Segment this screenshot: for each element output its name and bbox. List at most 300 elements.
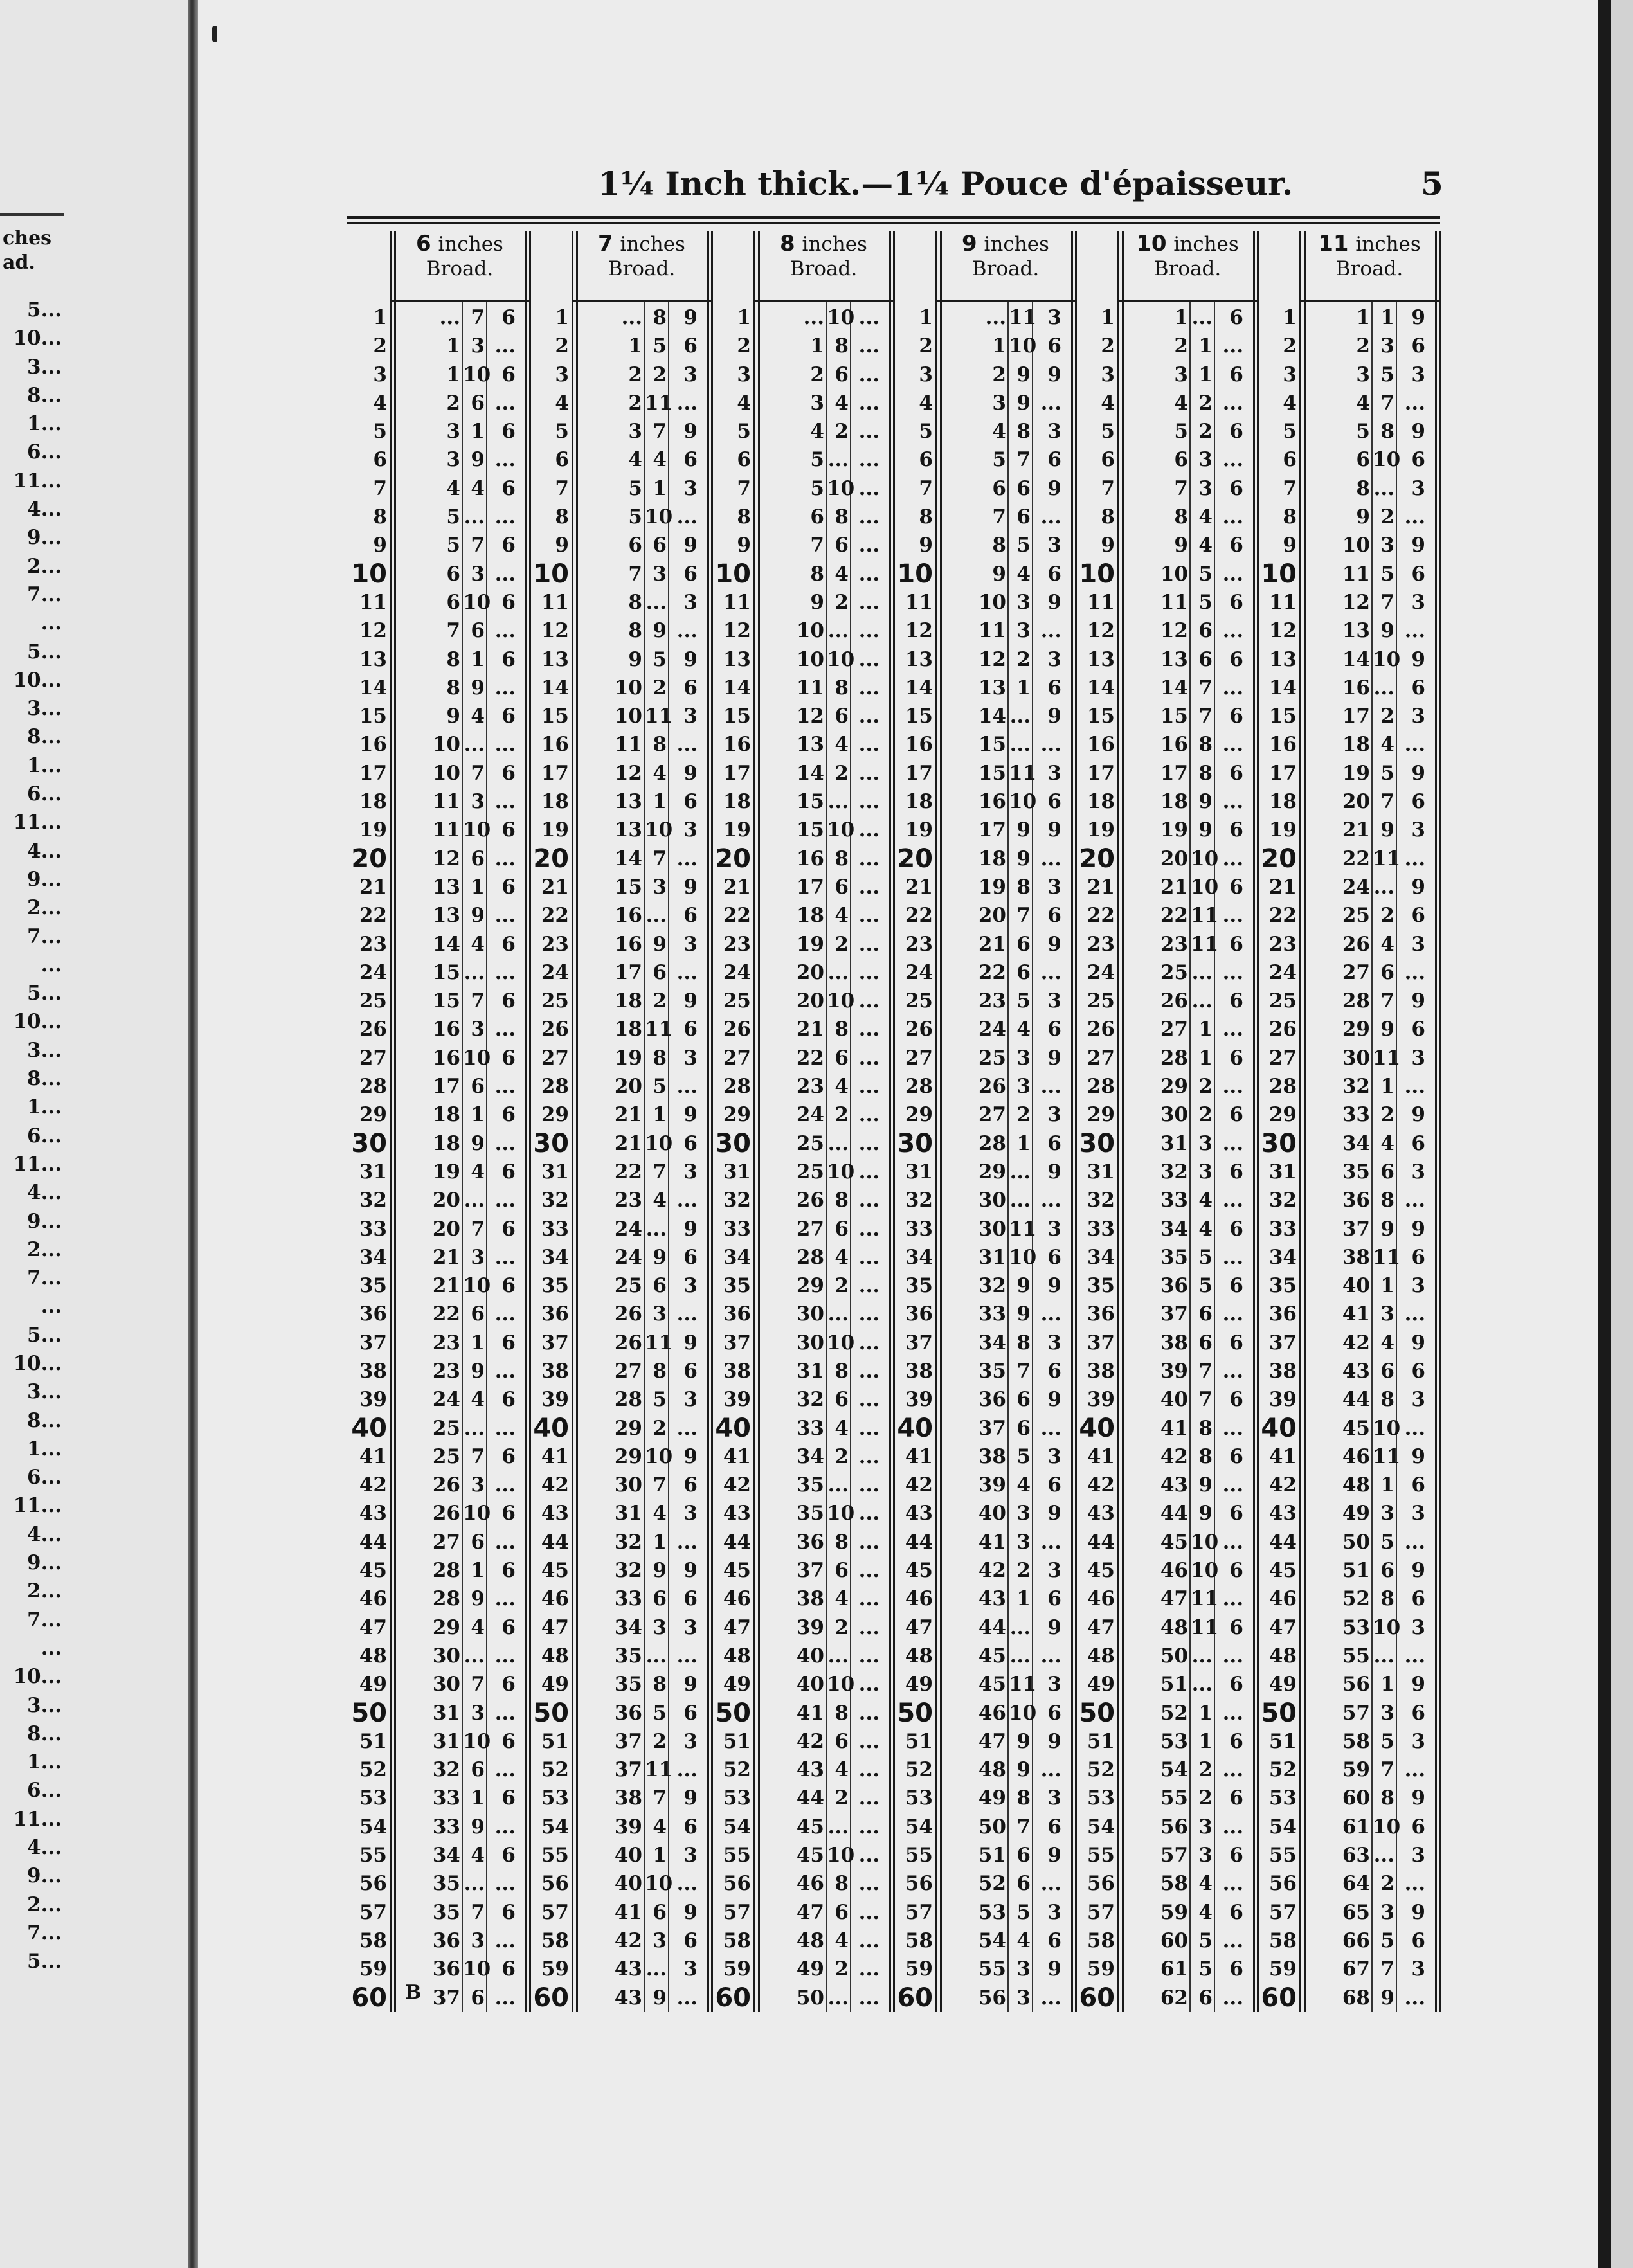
inch-value: 6 [835, 1388, 849, 1412]
feet-value: 5 [1356, 420, 1370, 444]
feet-label: 20 [897, 843, 933, 874]
feet-label: 2 [555, 334, 569, 358]
inch-value: 10 [1191, 1530, 1219, 1554]
part-value: 9 [683, 1444, 698, 1468]
feet-value: 25 [432, 1416, 460, 1440]
feet-value: 26 [432, 1473, 460, 1497]
feet-value: 15 [978, 761, 1006, 785]
part-value: 6 [1229, 1331, 1243, 1354]
part-value: ... [1404, 1530, 1425, 1554]
inch-value: 8 [835, 1018, 849, 1041]
part-value: 3 [1047, 647, 1061, 671]
feet-label: 57 [723, 1900, 751, 1924]
feet-value: 37 [796, 1559, 824, 1583]
previous-page-value: ... [41, 1636, 62, 1660]
table-row [347, 1385, 1440, 1414]
feet-value: 57 [1342, 1701, 1370, 1725]
table-row [347, 1670, 1440, 1698]
feet-value: 1 [1356, 306, 1370, 329]
feet-label: 13 [905, 647, 933, 671]
feet-value: 18 [432, 1131, 460, 1155]
inch-value: 1 [1198, 334, 1213, 358]
inch-value: 2 [1380, 1103, 1394, 1127]
feet-value: 25 [614, 1274, 642, 1298]
feet-label: 19 [1268, 818, 1297, 842]
previous-page-value: 2... [27, 1580, 62, 1603]
inch-value: 3 [653, 1929, 667, 1952]
inch-value: 1 [653, 476, 667, 500]
inch-value: 3 [1380, 534, 1394, 557]
feet-value: 32 [614, 1530, 642, 1554]
part-value: 6 [1047, 334, 1061, 358]
feet-value: 55 [978, 1958, 1006, 1981]
part-value: ... [676, 505, 698, 529]
feet-label: 57 [359, 1900, 387, 1924]
feet-label: 9 [737, 534, 751, 557]
feet-label: 37 [359, 1331, 387, 1354]
feet-value: 11 [614, 733, 642, 757]
table-row [347, 1471, 1440, 1499]
table-row [347, 1556, 1440, 1585]
feet-label: 25 [1087, 989, 1115, 1013]
feet-label: 33 [723, 1217, 751, 1241]
part-value: ... [858, 1359, 880, 1383]
part-value: 6 [1047, 904, 1061, 928]
feet-label: 38 [1268, 1359, 1297, 1383]
feet-value: 31 [614, 1502, 642, 1526]
feet-value: 41 [614, 1900, 642, 1924]
header-rule-thin [347, 222, 1440, 224]
feet-value: 27 [432, 1530, 460, 1554]
part-value: ... [1040, 733, 1061, 757]
feet-label: 25 [905, 989, 933, 1013]
feet-label: 18 [541, 790, 569, 814]
feet-value: 3 [1174, 363, 1188, 386]
feet-value: 36 [1342, 1189, 1370, 1212]
feet-value: 13 [432, 875, 460, 899]
part-value: 3 [1047, 875, 1061, 899]
inch-value: 7 [1198, 1388, 1213, 1412]
inch-value: 7 [653, 420, 667, 444]
feet-value: 10 [796, 619, 824, 643]
part-value: ... [494, 1530, 516, 1554]
feet-label: 14 [1087, 676, 1115, 699]
previous-page-value: 1... [27, 1437, 62, 1461]
feet-label: 47 [1268, 1616, 1297, 1639]
feet-label: 8 [737, 505, 751, 529]
inch-value: 3 [471, 1701, 485, 1725]
feet-value: 30 [978, 1217, 1006, 1241]
previous-page-value: 3... [27, 1038, 62, 1062]
feet-value: 55 [1342, 1644, 1370, 1668]
feet-label: 56 [1087, 1872, 1115, 1896]
inch-value: ... [1373, 476, 1394, 500]
part-value: ... [858, 932, 880, 956]
feet-value: 31 [978, 1245, 1006, 1269]
feet-value: 40 [796, 1644, 824, 1668]
feet-label: 57 [1268, 1900, 1297, 1924]
column-header-rule [1117, 300, 1257, 302]
part-value: ... [494, 1359, 516, 1383]
part-value: ... [494, 1758, 516, 1782]
part-value: ... [494, 334, 516, 358]
part-value: 3 [683, 1958, 698, 1981]
feet-value: 3 [446, 420, 460, 444]
feet-value: 12 [1342, 590, 1370, 614]
feet-label: 34 [1268, 1245, 1297, 1269]
inch-value: 11 [1191, 1616, 1219, 1639]
feet-label: 49 [1087, 1673, 1115, 1697]
inch-value: 6 [835, 1046, 849, 1070]
feet-value: 23 [978, 989, 1006, 1013]
feet-label: 39 [1268, 1388, 1297, 1412]
inch-value: 4 [471, 1844, 485, 1868]
table-row [347, 987, 1440, 1015]
inch-value: 9 [1380, 1217, 1394, 1241]
part-value: 3 [1411, 1274, 1425, 1298]
previous-page-value: 4... [27, 498, 62, 521]
part-value: ... [1222, 562, 1243, 586]
feet-label: 50 [715, 1698, 751, 1728]
feet-value: 9 [992, 562, 1006, 586]
inch-value: ... [464, 960, 485, 984]
feet-label: 60 [533, 1983, 569, 2013]
lumber-table [347, 231, 1440, 2012]
table-row [347, 332, 1440, 360]
feet-label: 33 [1268, 1217, 1297, 1241]
feet-value: 14 [614, 847, 642, 870]
part-value: 3 [1047, 1331, 1061, 1354]
part-value: ... [494, 1416, 516, 1440]
feet-label: 12 [1087, 619, 1115, 643]
feet-value: 19 [796, 932, 824, 956]
inch-value: 9 [1016, 1302, 1031, 1326]
inch-value: 11 [1009, 1673, 1037, 1697]
table-row [347, 1727, 1440, 1756]
feet-value: 50 [978, 1815, 1006, 1839]
part-value: ... [494, 904, 516, 928]
feet-value: 28 [1342, 989, 1370, 1013]
inch-value: 10 [645, 1131, 673, 1155]
feet-value: 20 [796, 960, 824, 984]
part-value: ... [676, 1416, 698, 1440]
inch-value: 3 [653, 875, 667, 899]
feet-value: 38 [1342, 1245, 1370, 1269]
feet-label: 13 [1268, 647, 1297, 671]
part-value: 6 [1229, 647, 1243, 671]
inch-value: 6 [1016, 476, 1031, 500]
previous-page-value: 7... [27, 1921, 62, 1945]
feet-label: 54 [1268, 1815, 1297, 1839]
part-value: 6 [501, 1331, 516, 1354]
inch-value: 9 [471, 1587, 485, 1611]
feet-value: 40 [614, 1872, 642, 1896]
feet-label: 38 [723, 1359, 751, 1383]
inch-value: 9 [1380, 619, 1394, 643]
part-value: 9 [683, 761, 698, 785]
inch-value: 6 [1198, 647, 1213, 671]
inch-value: 5 [1198, 1245, 1213, 1269]
previous-page-value: 5... [27, 1323, 62, 1347]
feet-value: 17 [978, 818, 1006, 842]
part-value: ... [858, 1844, 880, 1868]
feet-label: 49 [723, 1673, 751, 1697]
part-value: ... [858, 619, 880, 643]
feet-label: 23 [541, 932, 569, 956]
table-row [347, 1443, 1440, 1471]
feet-value: 29 [978, 1160, 1006, 1184]
part-value: 6 [1047, 1815, 1061, 1839]
inch-value: 3 [1016, 1986, 1031, 2010]
inch-value: 4 [835, 1075, 849, 1099]
feet-value: 2 [992, 363, 1006, 386]
inch-value: ... [645, 1217, 667, 1241]
feet-label: 12 [905, 619, 933, 643]
feet-label: 40 [533, 1413, 569, 1443]
feet-value: 12 [1160, 619, 1188, 643]
feet-label: 13 [359, 647, 387, 671]
inch-value: 2 [835, 1103, 849, 1127]
inch-value: 6 [835, 705, 849, 728]
feet-label: 21 [1087, 875, 1115, 899]
feet-value: 53 [978, 1900, 1006, 1924]
inch-value: 10 [463, 1958, 491, 1981]
feet-value: 45 [796, 1844, 824, 1868]
inch-value: 3 [653, 562, 667, 586]
part-value: 3 [1047, 1103, 1061, 1127]
inch-value: 3 [471, 790, 485, 814]
inch-value: 7 [471, 1900, 485, 1924]
part-value: ... [676, 960, 698, 984]
inch-value: 3 [1016, 619, 1031, 643]
feet-label: 48 [1268, 1644, 1297, 1668]
part-value: ... [494, 448, 516, 472]
feet-label: 7 [1101, 476, 1115, 500]
inch-value: 9 [1016, 1729, 1031, 1753]
part-value: 3 [1411, 590, 1425, 614]
inch-value: 2 [1380, 904, 1394, 928]
feet-label: 20 [1079, 843, 1115, 874]
feet-value: 23 [614, 1189, 642, 1212]
part-value: 9 [683, 1103, 698, 1127]
inch-value: 4 [1380, 1131, 1394, 1155]
inch-value: 10 [827, 306, 855, 329]
part-value: 6 [1229, 705, 1243, 728]
part-value: 9 [1411, 875, 1425, 899]
feet-label: 47 [905, 1616, 933, 1639]
inch-value: 8 [835, 1701, 849, 1725]
inch-value: 9 [1198, 1502, 1213, 1526]
inch-value: 4 [653, 761, 667, 785]
feet-value: 43 [978, 1587, 1006, 1611]
feet-value: 36 [432, 1929, 460, 1952]
part-value: ... [858, 733, 880, 757]
feet-label: 19 [905, 818, 933, 842]
feet-value: 12 [614, 761, 642, 785]
feet-value: 44 [1160, 1502, 1188, 1526]
feet-label: 12 [359, 619, 387, 643]
table-row [347, 1044, 1440, 1072]
previous-page-value: ... [41, 1295, 62, 1318]
inch-value: 10 [1191, 875, 1219, 899]
feet-value: 8 [1174, 505, 1188, 529]
previous-page-value: 4... [27, 839, 62, 863]
part-value: 6 [1229, 1160, 1243, 1184]
inch-value: 6 [471, 1302, 485, 1326]
part-value: ... [494, 960, 516, 984]
part-value: ... [858, 1444, 880, 1468]
previous-page-value: 9... [27, 1864, 62, 1888]
feet-label: 44 [905, 1530, 933, 1554]
feet-value: 32 [978, 1274, 1006, 1298]
part-value: 6 [1411, 1245, 1425, 1269]
part-value: 6 [1047, 1245, 1061, 1269]
feet-value: 35 [978, 1359, 1006, 1383]
part-value: ... [1222, 505, 1243, 529]
inch-value: 6 [1198, 1302, 1213, 1326]
feet-label: 7 [373, 476, 387, 500]
table-row [347, 1955, 1440, 1983]
page-edge-margin [1611, 0, 1633, 2268]
part-value: 3 [1047, 306, 1061, 329]
feet-label: 31 [723, 1160, 751, 1184]
feet-value: 45 [1160, 1530, 1188, 1554]
feet-value: 13 [1342, 619, 1370, 643]
feet-label: 11 [359, 590, 387, 614]
feet-label: 17 [905, 761, 933, 785]
feet-label: 36 [905, 1302, 933, 1326]
part-value: 6 [1047, 790, 1061, 814]
inch-value: 6 [1198, 1986, 1213, 2010]
feet-label: 11 [1268, 590, 1297, 614]
feet-value: 56 [1160, 1815, 1188, 1839]
feet-label: 18 [1268, 790, 1297, 814]
feet-value: 13 [614, 790, 642, 814]
feet-value: 59 [1160, 1900, 1188, 1924]
feet-value: 10 [614, 676, 642, 699]
feet-label: 38 [359, 1359, 387, 1383]
feet-label: 2 [919, 334, 933, 358]
previous-page-value: 1... [27, 1095, 62, 1119]
feet-value: 8 [628, 590, 642, 614]
feet-value: 12 [432, 847, 460, 870]
feet-value: 50 [1342, 1530, 1370, 1554]
part-value: 9 [683, 875, 698, 899]
feet-value: 43 [1342, 1359, 1370, 1383]
inch-value: 3 [1380, 334, 1394, 358]
feet-label: 2 [1101, 334, 1115, 358]
part-value: 3 [683, 1844, 698, 1868]
feet-label: 11 [723, 590, 751, 614]
feet-value: 29 [614, 1416, 642, 1440]
part-value: ... [1404, 1075, 1425, 1099]
inch-value: 3 [471, 334, 485, 358]
feet-value: 8 [446, 647, 460, 671]
feet-label: 22 [359, 904, 387, 928]
inch-value: 1 [1380, 1075, 1394, 1099]
inch-value: 8 [1016, 1331, 1031, 1354]
part-value: ... [1404, 1872, 1425, 1896]
inch-value: 7 [1016, 448, 1031, 472]
feet-value: 24 [614, 1245, 642, 1269]
part-value: ... [858, 590, 880, 614]
feet-value: 11 [1160, 590, 1188, 614]
feet-value: 51 [1342, 1559, 1370, 1583]
inch-value: 6 [835, 875, 849, 899]
feet-value: 8 [1356, 476, 1370, 500]
feet-value: 20 [1342, 790, 1370, 814]
inch-value: ... [1373, 676, 1394, 699]
feet-value: 33 [432, 1815, 460, 1839]
inch-value: 5 [1016, 534, 1031, 557]
previous-page-value: 9... [27, 1551, 62, 1575]
feet-value: 26 [978, 1075, 1006, 1099]
inch-value: 8 [653, 1673, 667, 1697]
feet-label: 43 [1087, 1502, 1115, 1526]
inch-value: 3 [1380, 1302, 1394, 1326]
feet-label: 40 [351, 1413, 387, 1443]
feet-label: 54 [359, 1815, 387, 1839]
inch-value: ... [1009, 1160, 1031, 1184]
feet-label: 60 [715, 1983, 751, 2013]
feet-label: 45 [1268, 1559, 1297, 1583]
inch-value: 9 [653, 1559, 667, 1583]
feet-label: 35 [723, 1274, 751, 1298]
feet-value: 30 [796, 1302, 824, 1326]
table-row [347, 788, 1440, 816]
feet-value: 38 [614, 1787, 642, 1810]
inch-value: 6 [653, 1587, 667, 1611]
feet-label: 51 [723, 1729, 751, 1753]
part-value: 6 [683, 1587, 698, 1611]
feet-label: 15 [905, 705, 933, 728]
part-value: 6 [501, 1444, 516, 1468]
feet-label: 33 [1087, 1217, 1115, 1241]
feet-label: 17 [1087, 761, 1115, 785]
feet-label: 60 [351, 1983, 387, 2013]
previous-page-value: 11... [13, 469, 62, 492]
table-row [347, 1869, 1440, 1898]
feet-label: 44 [1268, 1530, 1297, 1554]
previous-page-value: 10... [13, 1010, 62, 1034]
feet-label: 46 [541, 1587, 569, 1611]
part-value: 6 [683, 448, 698, 472]
inch-value: 7 [1016, 1815, 1031, 1839]
feet-value: 10 [1160, 562, 1188, 586]
table-row [347, 1072, 1440, 1101]
previous-page-value: 1... [27, 753, 62, 777]
feet-label: 39 [541, 1388, 569, 1412]
feet-label: 57 [541, 1900, 569, 1924]
feet-value: 20 [614, 1075, 642, 1099]
part-value: 6 [1411, 676, 1425, 699]
feet-value: 20 [432, 1217, 460, 1241]
table-row [347, 503, 1440, 531]
inch-value: ... [464, 1189, 485, 1212]
inch-value: 7 [471, 306, 485, 329]
feet-value: 15 [614, 875, 642, 899]
feet-value: 34 [432, 1844, 460, 1868]
feet-value: 4 [992, 420, 1006, 444]
table-row [347, 1186, 1440, 1214]
part-value: 3 [1411, 1616, 1425, 1639]
inch-value: 10 [827, 1160, 855, 1184]
column-header [574, 231, 709, 281]
inch-value: 8 [835, 1189, 849, 1212]
part-value: 9 [683, 1331, 698, 1354]
feet-label: 18 [905, 790, 933, 814]
table-row [347, 1300, 1440, 1328]
